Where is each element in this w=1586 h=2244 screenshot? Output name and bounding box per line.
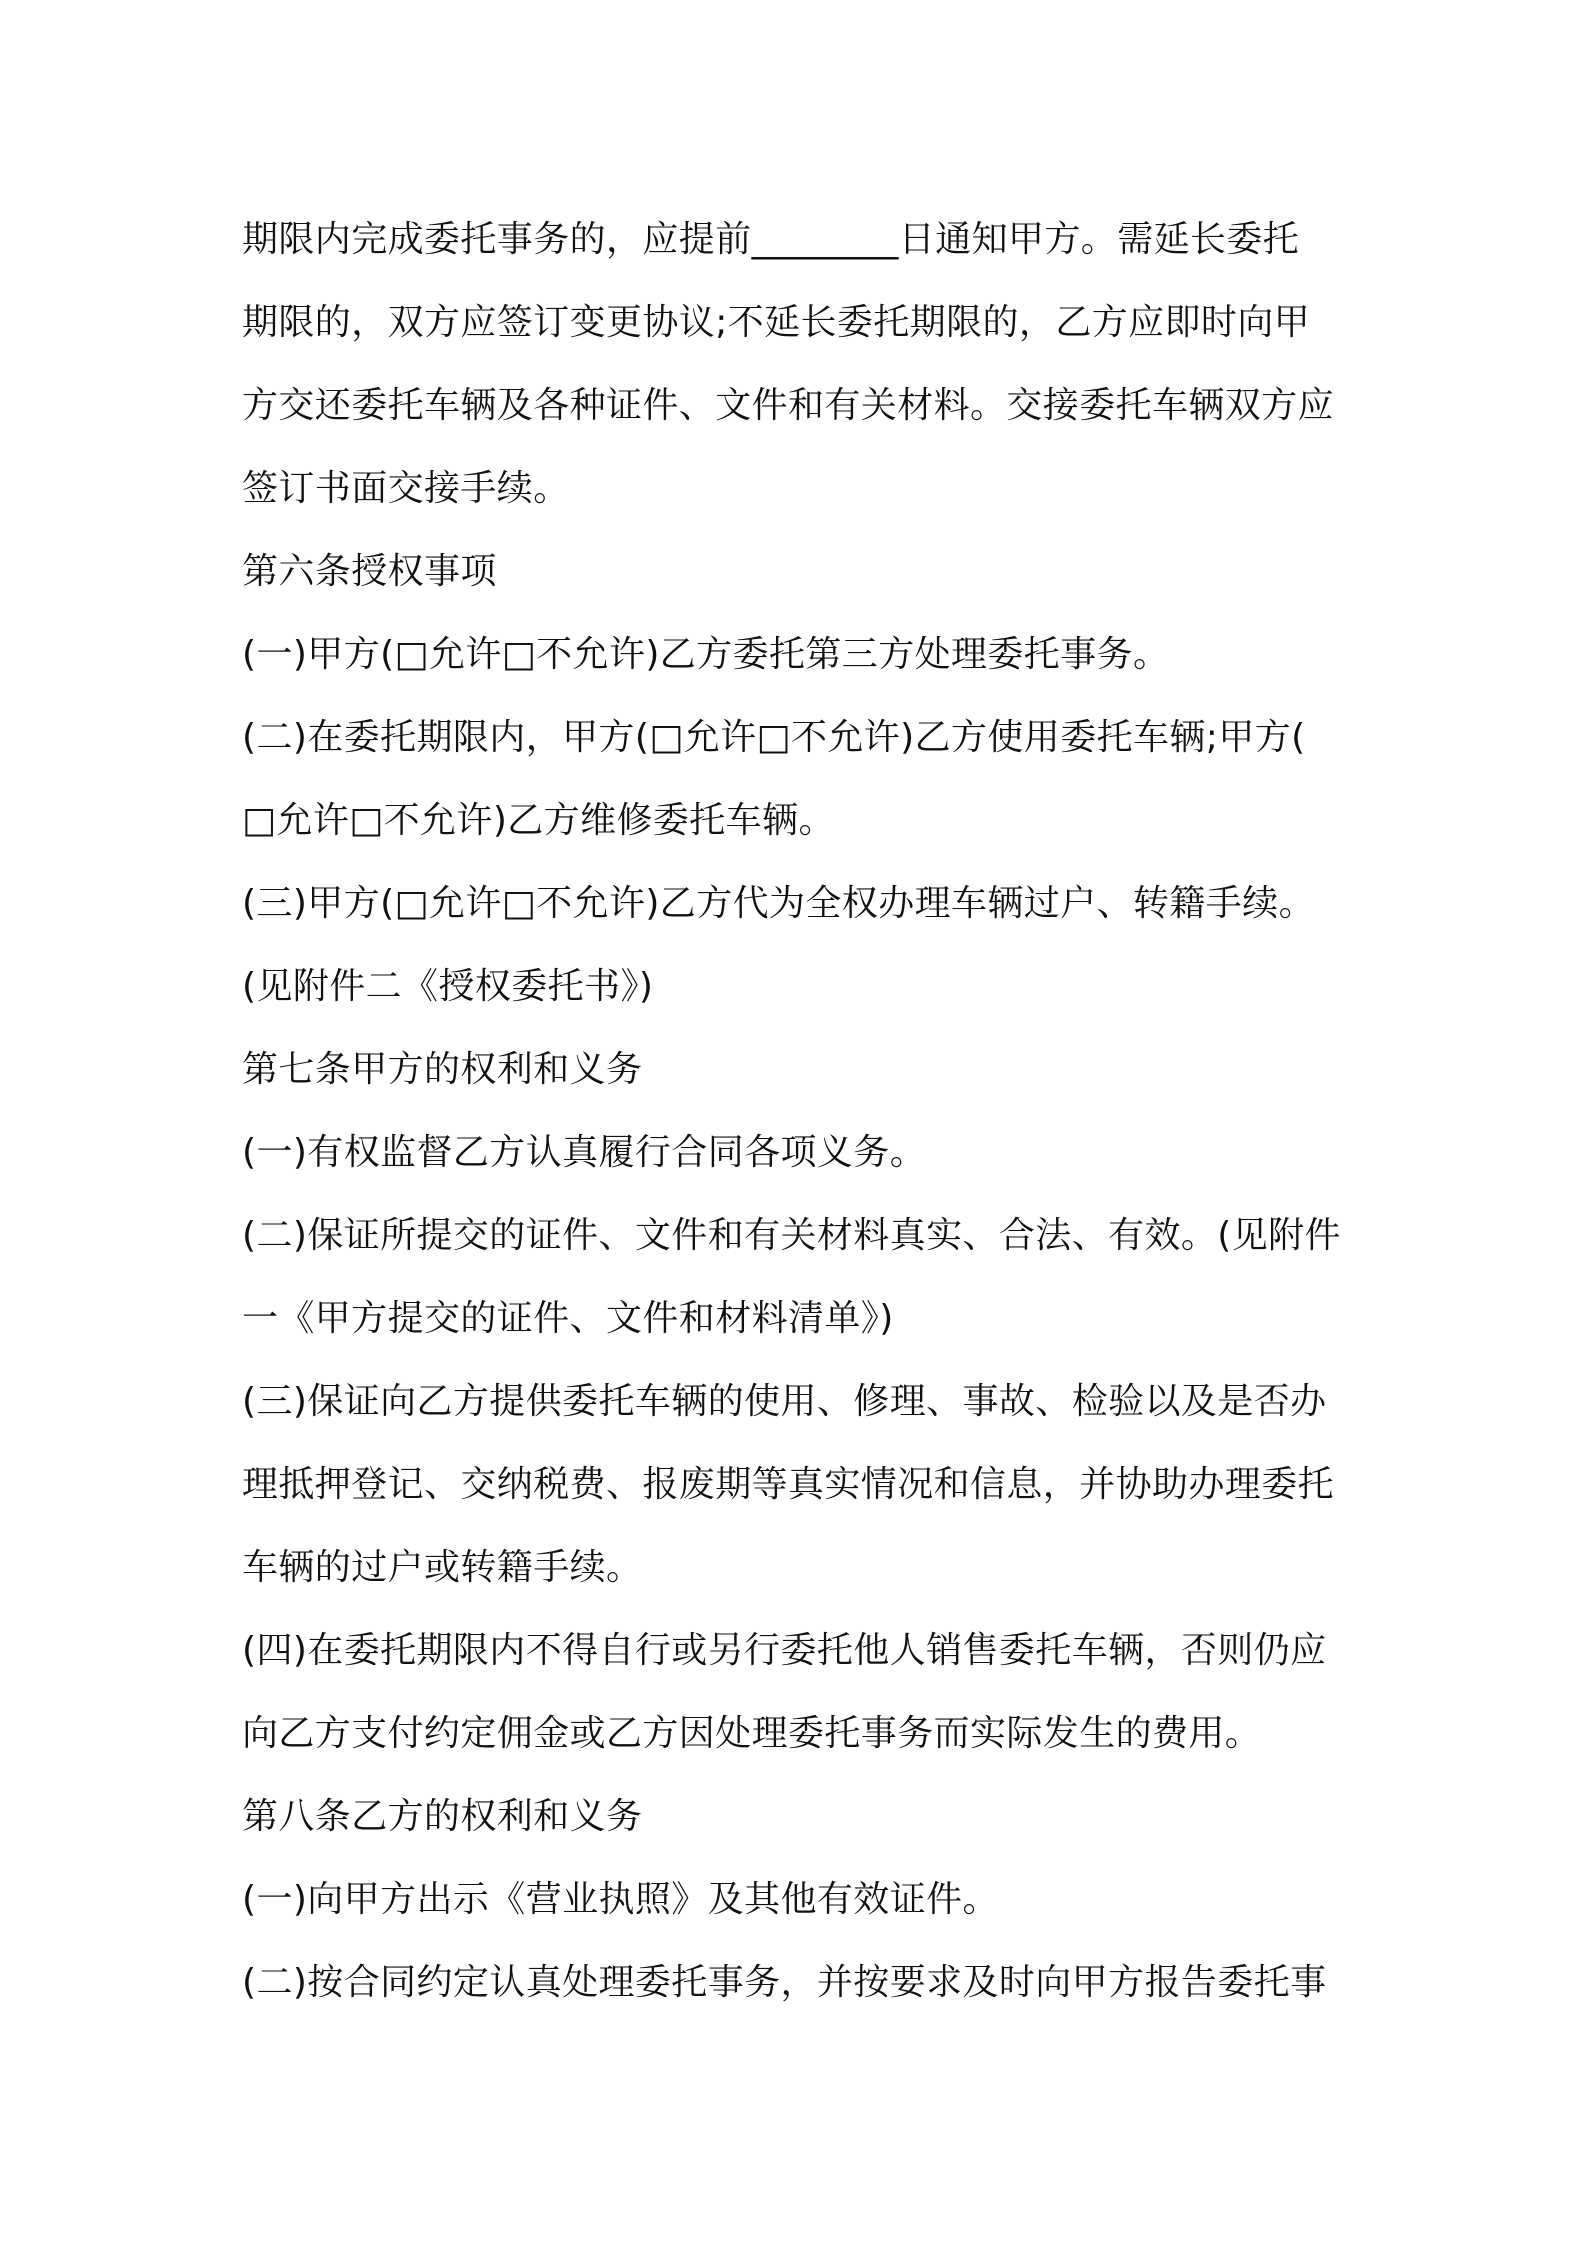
text-line-1: 期限内完成委托事务的，应提前________日通知甲方。需延长委托	[242, 219, 1300, 260]
text-line-14: 一《甲方提交的证件、文件和材料清单》)	[242, 1298, 894, 1339]
text-line-19: 向乙方支付约定佣金或乙方因处理委托事务而实际发生的费用。	[242, 1713, 1262, 1754]
text-line-10: (见附件二《授权委托书》)	[242, 966, 654, 1007]
section-heading-article-8: 第八条乙方的权利和义务	[242, 1796, 643, 1837]
text-line-16: 理抵押登记、交纳税费、报废期等真实情况和信息，并协助办理委托	[242, 1464, 1335, 1505]
text-line-4: 签订书面交接手续。	[242, 468, 570, 509]
section-heading-article-6: 第六条授权事项	[242, 551, 497, 592]
text-line-22: (二)按合同约定认真处理委托事务，并按要求及时向甲方报告委托事	[242, 1962, 1327, 2003]
document-body	[242, 198, 1362, 2024]
text-line-17: 车辆的过户或转籍手续。	[242, 1547, 643, 1588]
text-line-8: □允许□不允许)乙方维修委托车辆。	[242, 800, 835, 841]
section-heading-article-7: 第七条甲方的权利和义务	[242, 1049, 643, 1090]
text-line-7: (二)在委托期限内，甲方(□允许□不允许)乙方使用委托车辆;甲方(	[242, 717, 1306, 758]
text-line-12: (一)有权监督乙方认真履行合同各项义务。	[242, 1132, 927, 1173]
text-line-3: 方交还委托车辆及各种证件、文件和有关材料。交接委托车辆双方应	[242, 385, 1335, 426]
text-line-13: (二)保证所提交的证件、文件和有关材料真实、合法、有效。(见附件	[242, 1215, 1341, 1256]
text-line-2: 期限的，双方应签订变更协议;不延长委托期限的，乙方应即时向甲	[242, 302, 1311, 343]
text-line-15: (三)保证向乙方提供委托车辆的使用、修理、事故、检验以及是否办	[242, 1381, 1327, 1422]
text-line-9: (三)甲方(□允许□不允许)乙方代为全权办理车辆过户、转籍手续。	[242, 883, 1316, 924]
text-line-6: (一)甲方(□允许□不允许)乙方委托第三方处理委托事务。	[242, 634, 1170, 675]
text-line-18: (四)在委托期限内不得自行或另行委托他人销售委托车辆，否则仍应	[242, 1630, 1327, 1671]
text-line-21: (一)向甲方出示《营业执照》及其他有效证件。	[242, 1879, 999, 1920]
